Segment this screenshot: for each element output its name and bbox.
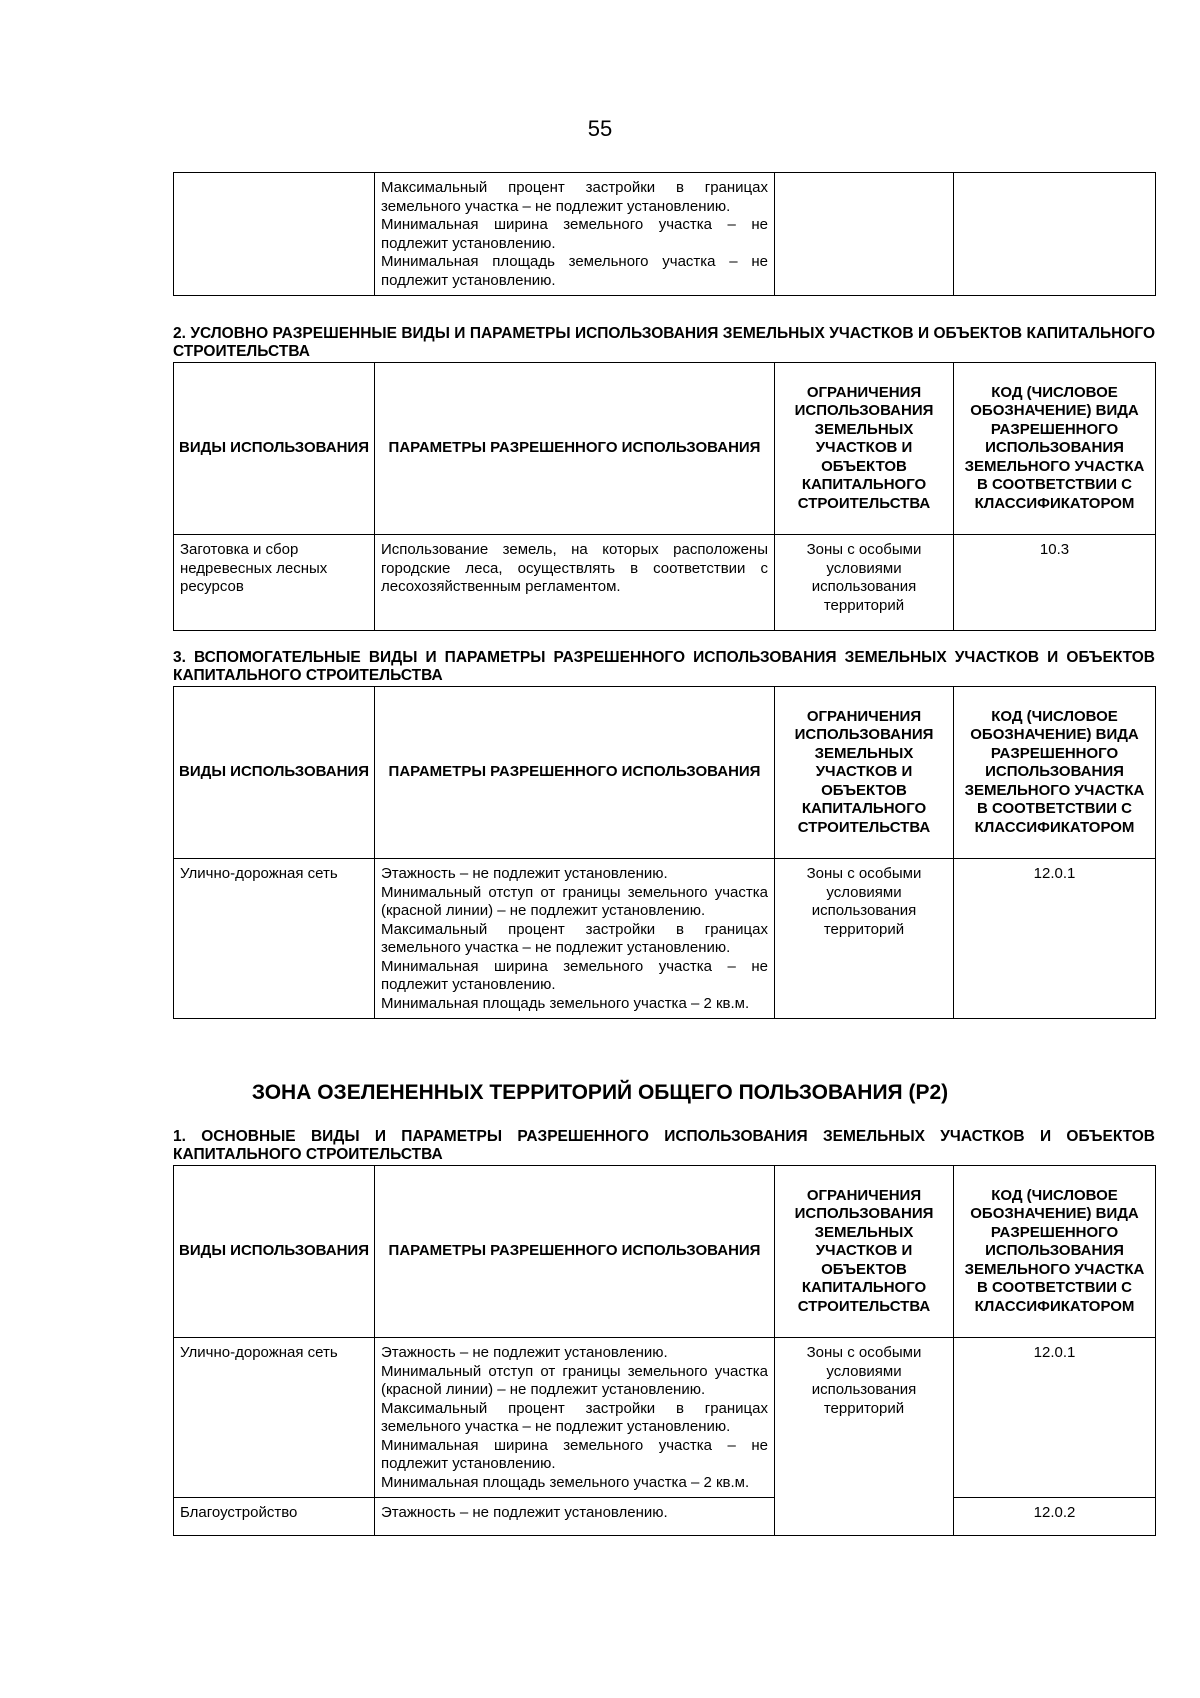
page-number: 55 (587, 116, 613, 141)
code-cell: 10.3 (954, 535, 1156, 631)
param-line: Максимальный процент застройки в границах земельного участка – не подлежит установлению. (381, 179, 768, 215)
restriction-cell: Зоны с особыми условиями использования территорий (775, 535, 954, 631)
kind-cell (174, 173, 375, 296)
param-line: Минимальная ширина земельного участка – не подлежит установлению. (381, 216, 768, 252)
param-line: Минимальный отступ от границы земельного участка (красной линии) – не подлежит установлению. (381, 1362, 768, 1398)
section-r2-1-title: 1. ОСНОВНЫЕ ВИДЫ И ПАРАМЕТРЫ РАЗРЕШЕННОГО ИСПОЛЬЗОВАНИЯ ЗЕМЕЛЬНЫХ УЧАСТКОВ И ОБЪЕКТОВ КАПИТАЛЬНОГО СТРОИТЕЛЬСТВА (173, 1128, 1155, 1163)
section-3-table (173, 686, 1156, 1019)
params-cell (375, 1338, 775, 1498)
header-row (174, 687, 1156, 859)
table-row (174, 173, 1156, 296)
param-line: Минимальная площадь земельного участка – не подлежит установлению. (381, 253, 768, 289)
param-line: Минимальная площадь земельного участка – 2 кв.м. (381, 994, 750, 1012)
header-restrictions: ОГРАНИЧЕНИЯ ИСПОЛЬЗОВАНИЯ ЗЕМЕЛЬНЫХ УЧАСТКОВ И ОБЪЕКТОВ КАПИТАЛЬНОГО СТРОИТЕЛЬСТВА (775, 687, 954, 859)
header-params: ПАРАМЕТРЫ РАЗРЕШЕННОГО ИСПОЛЬЗОВАНИЯ (375, 1166, 775, 1338)
code-cell: 12.0.1 (954, 1338, 1156, 1498)
header-row (174, 363, 1156, 535)
param-line: Максимальный процент застройки в границах земельного участка – не подлежит установлению. (381, 1399, 768, 1435)
header-row (174, 1166, 1156, 1338)
params-cell: Использование земель, на которых расположены городские леса, осуществлять в соответствии с лесохозяйственным регламентом. (375, 535, 775, 631)
header-code: КОД (ЧИСЛОВОЕ ОБОЗНАЧЕНИЕ) ВИДА РАЗРЕШЕННОГО ИСПОЛЬЗОВАНИЯ ЗЕМЕЛЬНОГО УЧАСТКА В СООТВЕТСТВИИ С КЛАССИФИКАТОРОМ (954, 363, 1156, 535)
table-row (174, 535, 1156, 631)
param-line: Минимальная площадь земельного участка – 2 кв.м. (381, 1473, 750, 1491)
restriction-cell (775, 173, 954, 296)
section-2-table (173, 362, 1156, 631)
section-r2-1-table (173, 1165, 1156, 1536)
param-line: Этажность – не подлежит установлению. (381, 1344, 668, 1361)
header-kinds: ВИДЫ ИСПОЛЬЗОВАНИЯ (174, 687, 375, 859)
section-2-title: 2. УСЛОВНО РАЗРЕШЕННЫЕ ВИДЫ И ПАРАМЕТРЫ ИСПОЛЬЗОВАНИЯ ЗЕМЕЛЬНЫХ УЧАСТКОВ И ОБЪЕКТОВ КАПИТАЛЬНОГО СТРОИТЕЛЬСТВА (173, 325, 1155, 360)
code-cell (954, 173, 1156, 296)
header-code: КОД (ЧИСЛОВОЕ ОБОЗНАЧЕНИЕ) ВИДА РАЗРЕШЕННОГО ИСПОЛЬЗОВАНИЯ ЗЕМЕЛЬНОГО УЧАСТКА В СООТВЕТСТВИИ С КЛАССИФИКАТОРОМ (954, 687, 1156, 859)
params-cell (375, 173, 775, 296)
header-code: КОД (ЧИСЛОВОЕ ОБОЗНАЧЕНИЕ) ВИДА РАЗРЕШЕННОГО ИСПОЛЬЗОВАНИЯ ЗЕМЕЛЬНОГО УЧАСТКА В СООТВЕТСТВИИ С КЛАССИФИКАТОРОМ (954, 1166, 1156, 1338)
code-cell: 12.0.1 (954, 859, 1156, 1019)
table-row (174, 1338, 1156, 1498)
header-params: ПАРАМЕТРЫ РАЗРЕШЕННОГО ИСПОЛЬЗОВАНИЯ (375, 687, 775, 859)
kind-cell: Заготовка и сбор недревесных лесных ресурсов (174, 535, 375, 631)
restriction-cell: Зоны с особыми условиями использования территорий (775, 1338, 954, 1536)
section-3-title: 3. ВСПОМОГАТЕЛЬНЫЕ ВИДЫ И ПАРАМЕТРЫ РАЗРЕШЕННОГО ИСПОЛЬЗОВАНИЯ ЗЕМЕЛЬНЫХ УЧАСТКОВ И ОБЪЕКТОВ КАПИТАЛЬНОГО СТРОИТЕЛЬСТВА (173, 649, 1155, 684)
table-row (174, 859, 1156, 1019)
header-kinds: ВИДЫ ИСПОЛЬЗОВАНИЯ (174, 1166, 375, 1338)
header-restrictions: ОГРАНИЧЕНИЯ ИСПОЛЬЗОВАНИЯ ЗЕМЕЛЬНЫХ УЧАСТКОВ И ОБЪЕКТОВ КАПИТАЛЬНОГО СТРОИТЕЛЬСТВА (775, 1166, 954, 1338)
kind-cell: Улично-дорожная сеть (174, 1338, 375, 1498)
param-line: Максимальный процент застройки в границах земельного участка – не подлежит установлению. (381, 920, 768, 956)
param-line: Минимальная ширина земельного участка – не подлежит установлению. (381, 957, 768, 993)
continuation-table (173, 172, 1156, 296)
table-row (174, 1498, 1156, 1536)
code-cell: 12.0.2 (954, 1498, 1156, 1536)
param-line: Минимальный отступ от границы земельного участка (красной линии) – не подлежит установлению. (381, 883, 768, 919)
kind-cell: Улично-дорожная сеть (174, 859, 375, 1019)
param-line: Этажность – не подлежит установлению. (381, 865, 668, 882)
header-kinds: ВИДЫ ИСПОЛЬЗОВАНИЯ (174, 363, 375, 535)
header-params: ПАРАМЕТРЫ РАЗРЕШЕННОГО ИСПОЛЬЗОВАНИЯ (375, 363, 775, 535)
zone-title: ЗОНА ОЗЕЛЕНЕННЫХ ТЕРРИТОРИЙ ОБЩЕГО ПОЛЬЗОВАНИЯ (Р2) (251, 1081, 949, 1104)
params-cell: Этажность – не подлежит установлению. (375, 1498, 775, 1536)
header-restrictions: ОГРАНИЧЕНИЯ ИСПОЛЬЗОВАНИЯ ЗЕМЕЛЬНЫХ УЧАСТКОВ И ОБЪЕКТОВ КАПИТАЛЬНОГО СТРОИТЕЛЬСТВА (775, 363, 954, 535)
kind-cell: Благоустройство (174, 1498, 375, 1536)
params-cell (375, 859, 775, 1019)
restriction-cell: Зоны с особыми условиями использования территорий (775, 859, 954, 1019)
param-line: Минимальная ширина земельного участка – не подлежит установлению. (381, 1436, 768, 1472)
